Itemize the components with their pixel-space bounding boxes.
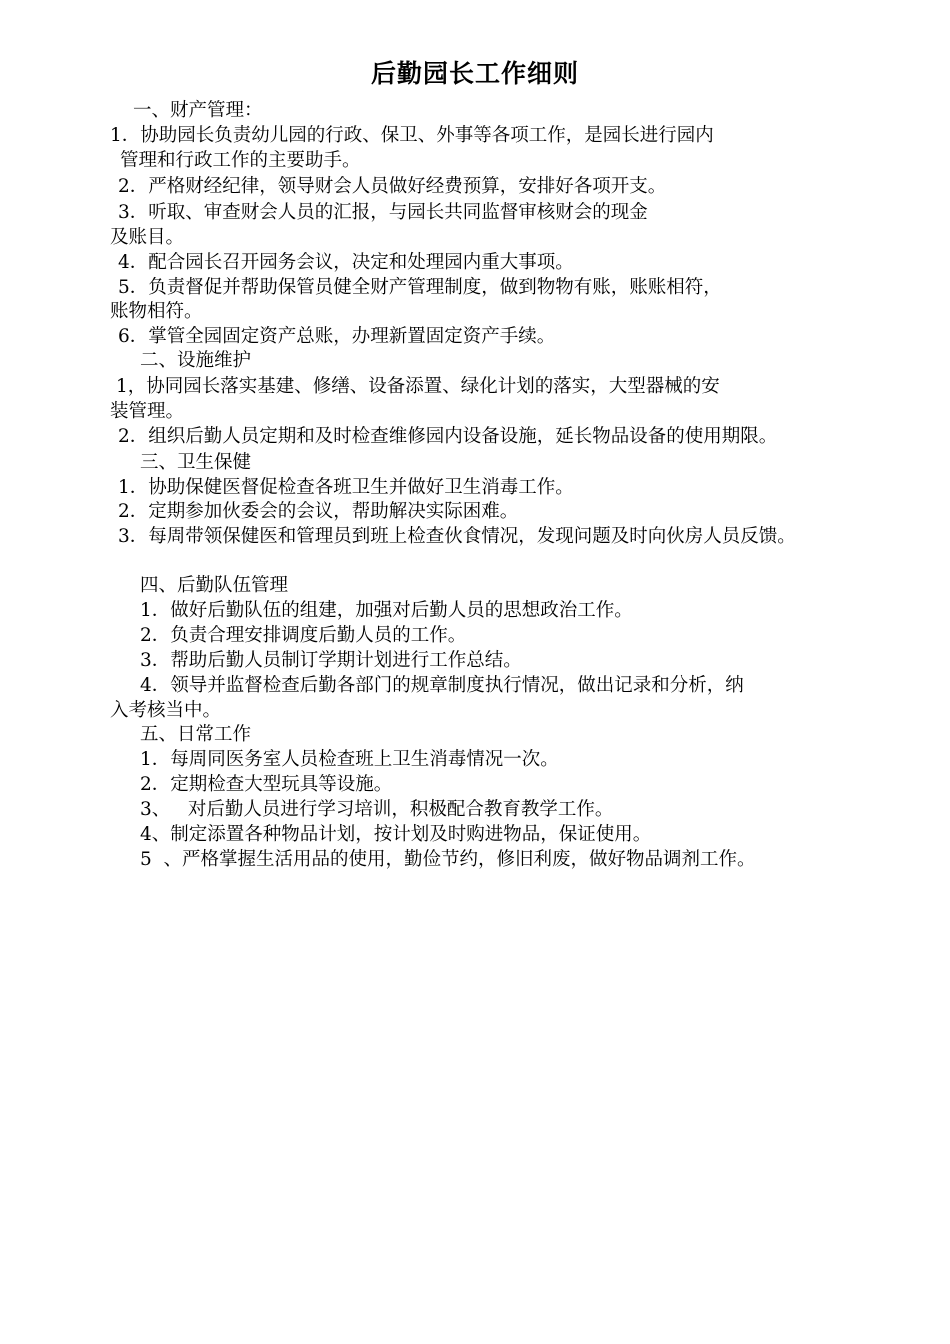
- paragraph-line: 4．配合园长召开园务会议，决定和处理园内重大事项。: [118, 252, 574, 273]
- paragraph-line: 1．协助保健医督促检查各班卫生并做好卫生消毒工作。: [118, 477, 574, 498]
- paragraph-line: 2．组织后勤人员定期和及时检查维修园内设备设施，延长物品设备的使用期限。: [118, 426, 778, 447]
- paragraph-line: 账物相符。: [110, 301, 203, 322]
- paragraph-line: 1．做好后勤队伍的组建，加强对后勤人员的思想政治工作。: [140, 600, 633, 621]
- section-heading-property: 一、财产管理：: [133, 100, 263, 121]
- paragraph-line: 3．听取、审查财会人员的汇报，与园长共同监督审核财会的现金: [118, 202, 648, 223]
- paragraph-line: 入考核当中。: [110, 700, 222, 721]
- paragraph-line: 5．负责督促并帮助保管员健全财产管理制度，做到物物有账，账账相符，: [118, 277, 722, 298]
- paragraph-line: 装管理。: [110, 401, 185, 422]
- paragraph-line: 1，协同园长落实基建、修缮、设备添置、绿化计划的落实，大型器械的安: [116, 376, 720, 397]
- document-title: 后勤园长工作细则: [370, 59, 579, 88]
- paragraph-line: 2．严格财经纪律，领导财会人员做好经费预算，安排好各项开支。: [118, 176, 667, 197]
- paragraph-line: 管理和行政工作的主要助手。: [120, 150, 361, 171]
- paragraph-line: 及账目。: [110, 227, 185, 248]
- paragraph-line: 3．每周带领保健医和管理员到班上检查伙食情况，发现问题及时向伙房人员反馈。: [118, 526, 796, 547]
- section-heading-health: 三、卫生保健: [140, 452, 252, 473]
- paragraph-line: 1．每周同医务室人员检查班上卫生消毒情况一次。: [140, 749, 559, 770]
- paragraph-line: 6．掌管全园固定资产总账，办理新置固定资产手续。: [118, 326, 556, 347]
- paragraph-line: 2．定期检查大型玩具等设施。: [140, 774, 393, 795]
- section-heading-team: 四、后勤队伍管理: [140, 575, 289, 596]
- section-heading-facilities: 二、设施维护: [140, 350, 252, 371]
- paragraph-line: 2．负责合理安排调度后勤人员的工作。: [140, 625, 467, 646]
- paragraph-line: 3．帮助后勤人员制订学期计划进行工作总结。: [140, 650, 522, 671]
- paragraph-line: 5 、严格掌握生活用品的使用，勤俭节约，修旧利废，做好物品调剂工作。: [140, 849, 756, 870]
- paragraph-line: 1．协助园长负责幼儿园的行政、保卫、外事等各项工作，是园长进行园内: [110, 125, 714, 146]
- paragraph-line: 4、制定添置各种物品计划，按计划及时购进物品，保证使用。: [140, 824, 652, 845]
- paragraph-line: 4．领导并监督检查后勤各部门的规章制度执行情况，做出记录和分析，纳: [140, 675, 744, 696]
- paragraph-line: 3、 对后勤人员进行学习培训，积极配合教育教学工作。: [140, 799, 614, 820]
- section-heading-daily: 五、日常工作: [140, 724, 252, 745]
- paragraph-line: 2．定期参加伙委会的会议，帮助解决实际困难。: [118, 501, 519, 522]
